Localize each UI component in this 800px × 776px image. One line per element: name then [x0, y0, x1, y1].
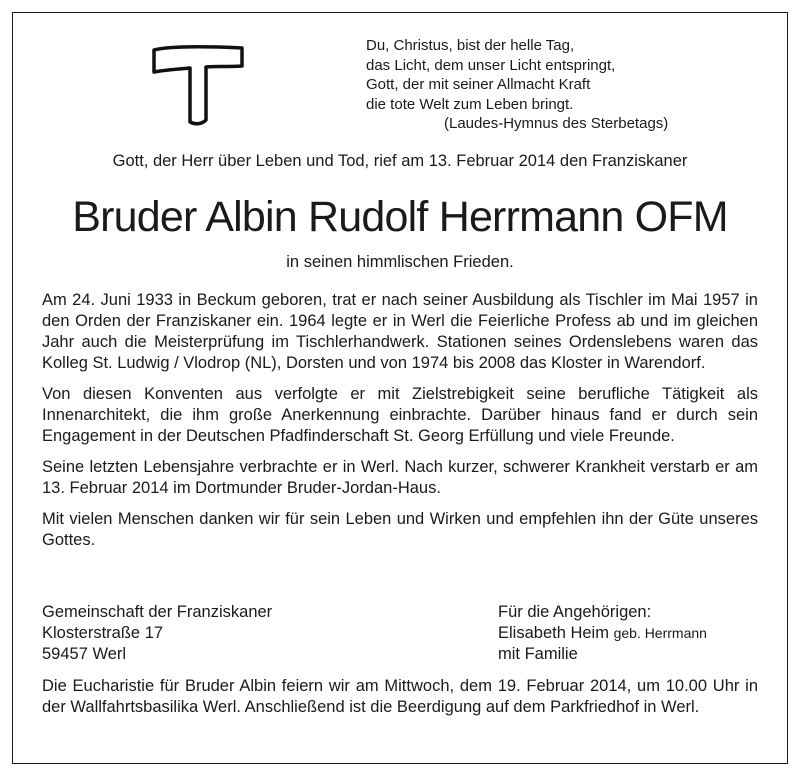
paragraph: Mit vielen Menschen danken wir für sein Leben und Wirken und empfehlen ihn der Güte unseres Gottes. — [42, 510, 758, 549]
biography — [42, 290, 758, 561]
paragraph: Seine letzten Lebensjahre verbrachte er in Werl. Nach kurzer, schwerer Krankheit verstarb er am 13. Februar 2014 im Dortmunder Bruder-Jordan-Haus. — [42, 458, 758, 497]
relative-line — [498, 623, 707, 644]
deceased-name: Bruder Albin Rudolf Herrmann OFM — [72, 193, 728, 241]
poem-source: (Laudes-Hymnus des Sterbetags) — [444, 115, 669, 132]
family-heading: Für die Angehörigen: — [498, 603, 652, 621]
community-city: 59457 Werl — [42, 645, 127, 663]
birth-name: geb. Herrmann — [613, 625, 707, 641]
paragraph: Am 24. Juni 1933 in Beckum geboren, trat er nach seiner Ausbildung als Tischler im Mai 1957 in den Orden der Franziskaner ein. 1964 legte er in Werl die Feierliche Profess ab und im gleichen Jahr auch die Meisterprüfung im Tischlerhandwerk. Stationen seines Ordenslebens waren das Kolleg St. Ludwig / Vlodrop (NL), Dorsten und von 1974 bis 2008 das Kloster in Warendorf. — [42, 291, 758, 372]
relative-name: Elisabeth Heim — [498, 624, 609, 642]
family-signature — [498, 602, 707, 665]
community-signature — [42, 602, 272, 665]
intro-line: Gott, der Herr über Leben und Tod, rief am 13. Februar 2014 den Franziskaner — [112, 152, 688, 170]
poem-line: das Licht, dem unser Licht entspringt, — [366, 56, 616, 74]
paragraph: Von diesen Konventen aus verfolgte er mit Zielstrebigkeit seine berufliche Tätigkeit als Innenarchitekt, die ihm große Anerkennung einbrachte. Darüber hinaus fand er durch sein Engagement in der Deutschen Pfadfinderschaft St. Georg Erfüllung und viele Freunde. — [42, 385, 758, 445]
tau-cross-icon — [150, 42, 246, 128]
funeral-info: Die Eucharistie für Bruder Albin feiern wir am Mittwoch, dem 19. Februar 2014, um 10.00 Uhr in der Wallfahrtsbasilika Werl. Anschließend ist die Beerdigung auf dem Parkfriedhof in Werl. — [42, 677, 758, 716]
poem-line: Du, Christus, bist der helle Tag, — [366, 37, 575, 54]
family-line: mit Familie — [498, 645, 578, 663]
poem-line: die tote Welt zum Leben bringt. — [366, 95, 574, 113]
poem — [366, 36, 668, 134]
poem-line: Gott, der mit seiner Allmacht Kraft — [366, 76, 591, 93]
peace-line: in seinen himmlischen Frieden. — [286, 253, 514, 271]
community-street: Klosterstraße 17 — [42, 624, 164, 642]
community-name: Gemeinschaft der Franziskaner — [42, 603, 273, 621]
